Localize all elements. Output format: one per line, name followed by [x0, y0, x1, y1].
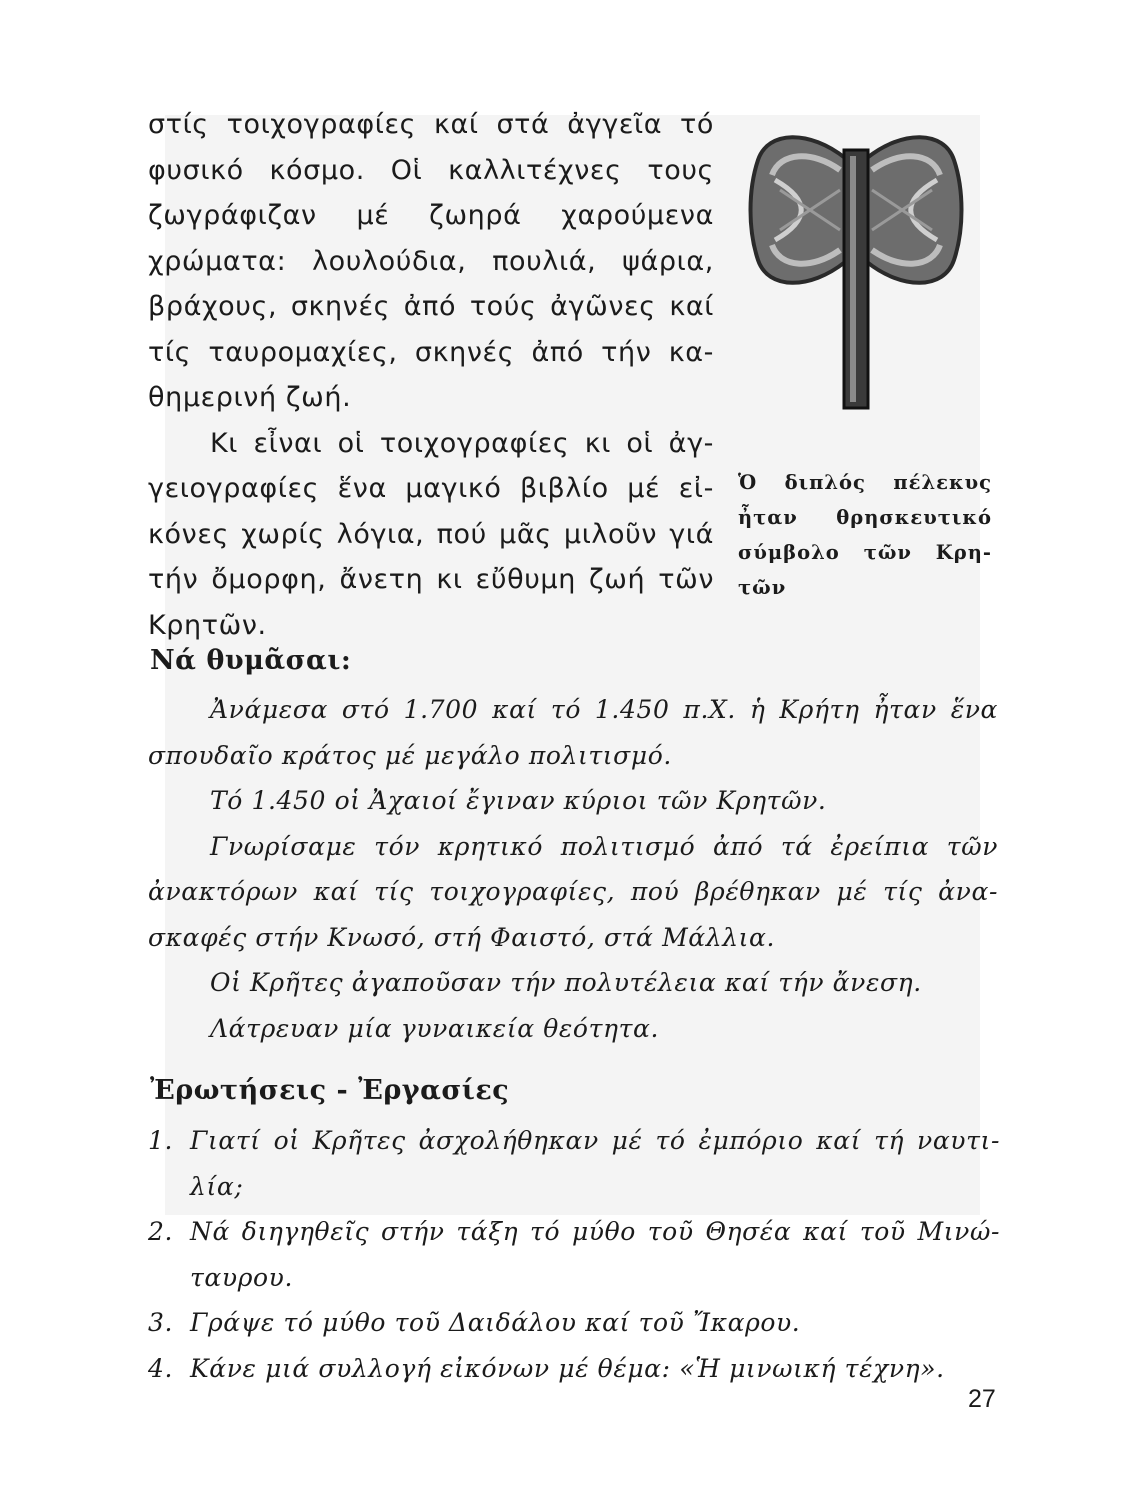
page-number: 27 [968, 1385, 996, 1413]
question-line: λία; [190, 1171, 244, 1201]
double-axe-figure [740, 120, 990, 420]
remember-box [148, 687, 998, 1051]
remember-line: Γνωρίσαμε τόν κρητικό πολιτισμό ἀπό τά ἐρείπια τῶν [210, 831, 998, 861]
remember-line: Τό 1.450 οἱ Ἀχαιοί ἔγιναν κύριοι τῶν Κρητῶν. [210, 786, 827, 815]
intro-text [148, 102, 714, 648]
caption-line: ἦταν θρησκευτικό [738, 506, 992, 529]
questions-list [148, 1118, 1000, 1391]
intro-line: χρώματα: λουλούδια, πουλιά, ψάρια, [148, 245, 714, 277]
caption-line: Ὁ διπλός πέλεκυς [738, 471, 992, 494]
intro-line: Κρητῶν. [148, 609, 267, 641]
question-line: Νά διηγηθεῖς στήν τάξη τό μύθο τοῦ Θησέα καί τοῦ Μινώ- [190, 1217, 1000, 1246]
question-number: 3. [148, 1308, 174, 1337]
remember-line: σπουδαῖο κράτος μέ μεγάλο πολιτισμό. [148, 740, 672, 770]
question-line: ταυρου. [190, 1262, 294, 1292]
remember-line: ἀνακτόρων καί τίς τοιχογραφίες, πού βρέθηκαν μέ τίς ἀνα- [148, 877, 998, 906]
remember-line: Οἱ Κρῆτες ἀγαποῦσαν τήν πολυτέλεια καί τήν ἄνεση. [210, 968, 922, 997]
remember-line: Λάτρευαν μία γυναικεία θεότητα. [210, 1013, 660, 1043]
question-number: 1. [148, 1126, 174, 1155]
questions-heading: Ἐρωτήσεις - Ἐργασίες [150, 1075, 510, 1106]
intro-line: κόνες χωρίς λόγια, πού μᾶς μιλοῦν γιά [148, 518, 714, 550]
question-item [148, 1118, 1000, 1209]
question-line: Γράψε τό μύθο τοῦ Δαιδάλου καί τοῦ Ἴκαρου. [190, 1308, 801, 1337]
intro-line: ζωγράφιζαν μέ ζωηρά χαρούμενα [148, 200, 714, 231]
question-line: Γιατί οἱ Κρῆτες ἀσχολήθηκαν μέ τό ἐμπόριο καί τή ναυτι- [190, 1126, 1000, 1155]
intro-line: στίς τοιχογραφίες καί στά ἀγγεῖα τό [148, 109, 714, 140]
caption-line: σύμβολο τῶν Κρη- [738, 541, 992, 564]
question-line: Κάνε μιά συλλογή εἰκόνων μέ θέμα: «Ἡ μινωική τέχνη». [190, 1353, 945, 1383]
intro-line: Κι εἶναι οἱ τοιχογραφίες κι οἱ ἀγ- [210, 427, 714, 459]
intro-line: φυσικό κόσμο. Οἱ καλλιτέχνες τους [148, 154, 714, 186]
caption-line: τῶν [738, 576, 787, 599]
intro-line: βράχους, σκηνές ἀπό τούς ἀγῶνες καί [148, 291, 714, 322]
remember-line: Ἀνάμεσα στό 1.700 καί τό 1.450 π.Χ. ἡ Κρήτη ἦταν ἕνα [210, 695, 998, 724]
double-axe-icon [740, 120, 970, 420]
remember-heading: Νά θυμᾶσαι: [150, 645, 352, 676]
intro-line: γειογραφίες ἕνα μαγικό βιβλίο μέ εἰ- [148, 473, 714, 504]
remember-line: σκαφές στήν Κνωσό, στή Φαιστό, στά Μάλλια. [148, 922, 776, 952]
question-number: 2. [148, 1217, 174, 1246]
question-item [148, 1300, 1000, 1346]
question-item [148, 1346, 1000, 1392]
figure-caption [738, 465, 992, 605]
question-number: 4. [148, 1353, 174, 1383]
intro-line: τήν ὄμορφη, ἄνετη κι εὔθυμη ζωή τῶν [148, 564, 714, 595]
intro-line: θημερινή ζωή. [148, 382, 352, 413]
intro-line: τίς ταυρομαχίες, σκηνές ἀπό τήν κα- [148, 336, 714, 368]
question-item [148, 1209, 1000, 1300]
